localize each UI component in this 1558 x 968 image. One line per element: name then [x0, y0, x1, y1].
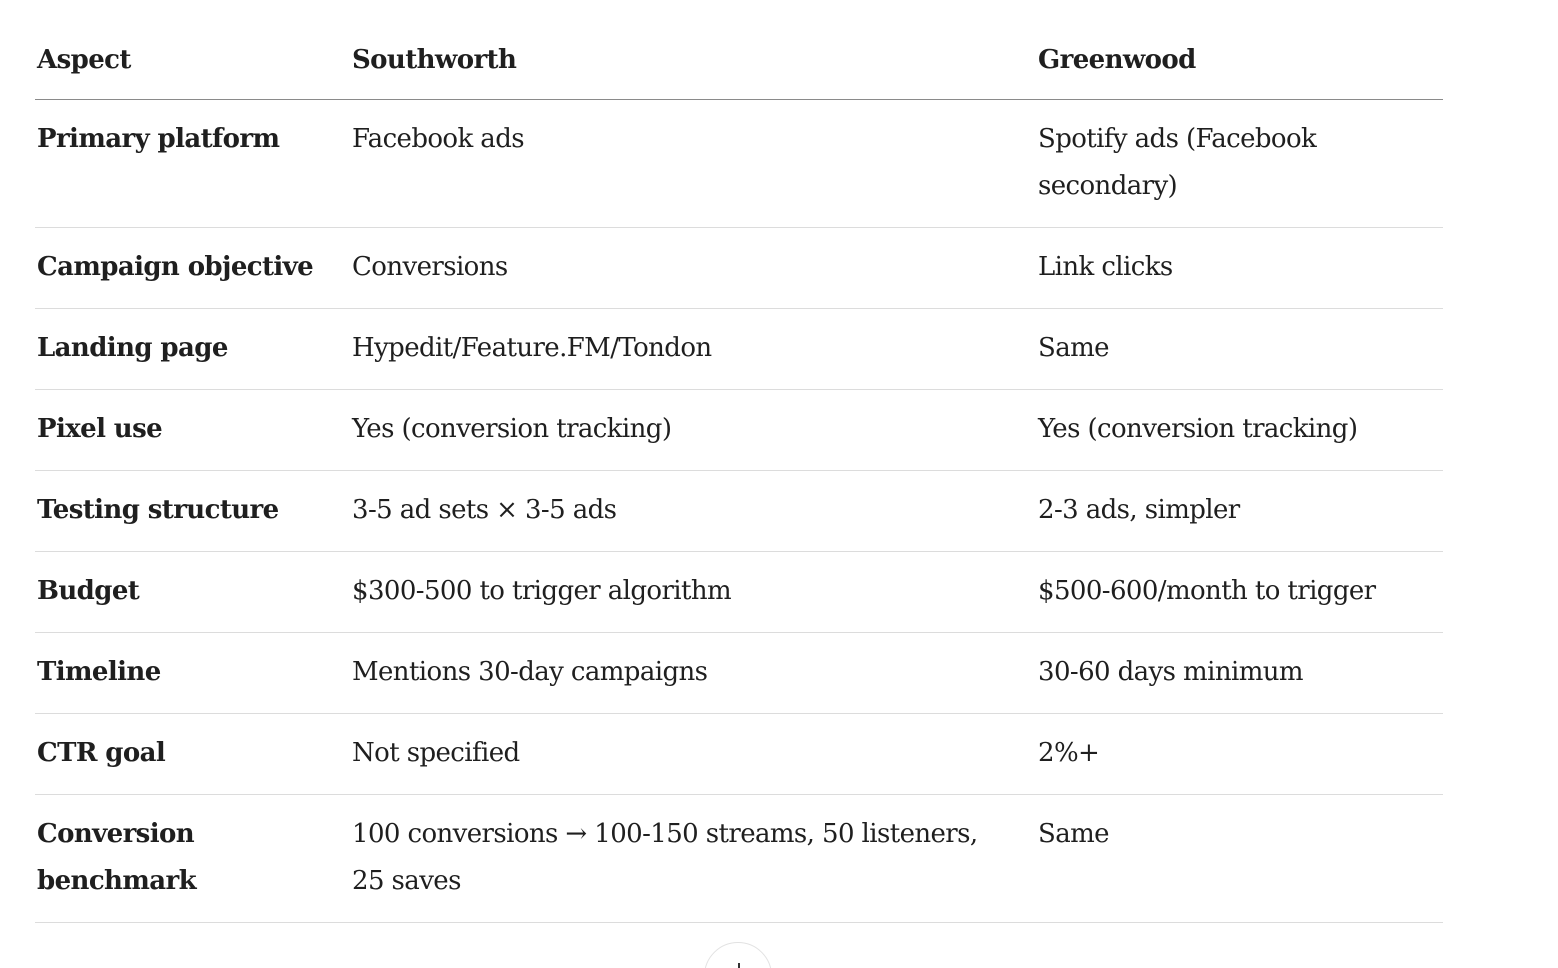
- row-southworth-cell: Mentions 30-day campaigns: [350, 632, 1036, 713]
- row-greenwood-cell: Link clicks: [1036, 227, 1443, 308]
- header-greenwood: Greenwood: [1036, 28, 1443, 99]
- table-header-row: [35, 28, 1443, 99]
- add-button[interactable]: [704, 942, 772, 968]
- row-southworth-cell: Not specified: [350, 713, 1036, 794]
- table-row: [35, 713, 1443, 794]
- row-greenwood-cell: Same: [1036, 794, 1443, 922]
- row-greenwood-cell: Same: [1036, 308, 1443, 389]
- table-row: [35, 470, 1443, 551]
- table-row: [35, 308, 1443, 389]
- row-aspect-cell: Timeline: [35, 632, 350, 713]
- row-southworth-cell: Facebook ads: [350, 99, 1036, 227]
- header-southworth: Southworth: [350, 28, 1036, 99]
- row-aspect-cell: CTR goal: [35, 713, 350, 794]
- row-southworth-cell: $300-500 to trigger algorithm: [350, 551, 1036, 632]
- row-southworth-cell: Yes (conversion tracking): [350, 389, 1036, 470]
- row-greenwood-cell: 30-60 days minimum: [1036, 632, 1443, 713]
- row-aspect-cell: Landing page: [35, 308, 350, 389]
- row-aspect-cell: Primary platform: [35, 99, 350, 227]
- row-southworth-cell: Hypedit/Feature.FM/Tondon: [350, 308, 1036, 389]
- table-row: [35, 794, 1443, 922]
- table-row: [35, 551, 1443, 632]
- row-greenwood-cell: Spotify ads (Facebook secondary): [1036, 99, 1443, 227]
- row-aspect-cell: Campaign objective: [35, 227, 350, 308]
- row-southworth-cell: Conversions: [350, 227, 1036, 308]
- comparison-table: [35, 28, 1443, 923]
- row-aspect-cell: Testing structure: [35, 470, 350, 551]
- row-aspect-cell: Pixel use: [35, 389, 350, 470]
- row-southworth-cell: 100 conversions → 100-150 streams, 50 listeners, 25 saves: [350, 794, 1036, 922]
- row-greenwood-cell: $500-600/month to trigger: [1036, 551, 1443, 632]
- table-row: [35, 99, 1443, 227]
- table-row: [35, 227, 1443, 308]
- row-aspect-cell: Budget: [35, 551, 350, 632]
- row-greenwood-cell: Yes (conversion tracking): [1036, 389, 1443, 470]
- comparison-table-container: [35, 28, 1443, 923]
- row-southworth-cell: 3-5 ad sets × 3-5 ads: [350, 470, 1036, 551]
- row-aspect-cell: Conversion benchmark: [35, 794, 350, 922]
- table-row: [35, 389, 1443, 470]
- header-aspect: Aspect: [35, 28, 350, 99]
- table-row: [35, 632, 1443, 713]
- row-greenwood-cell: 2-3 ads, simpler: [1036, 470, 1443, 551]
- row-greenwood-cell: 2%+: [1036, 713, 1443, 794]
